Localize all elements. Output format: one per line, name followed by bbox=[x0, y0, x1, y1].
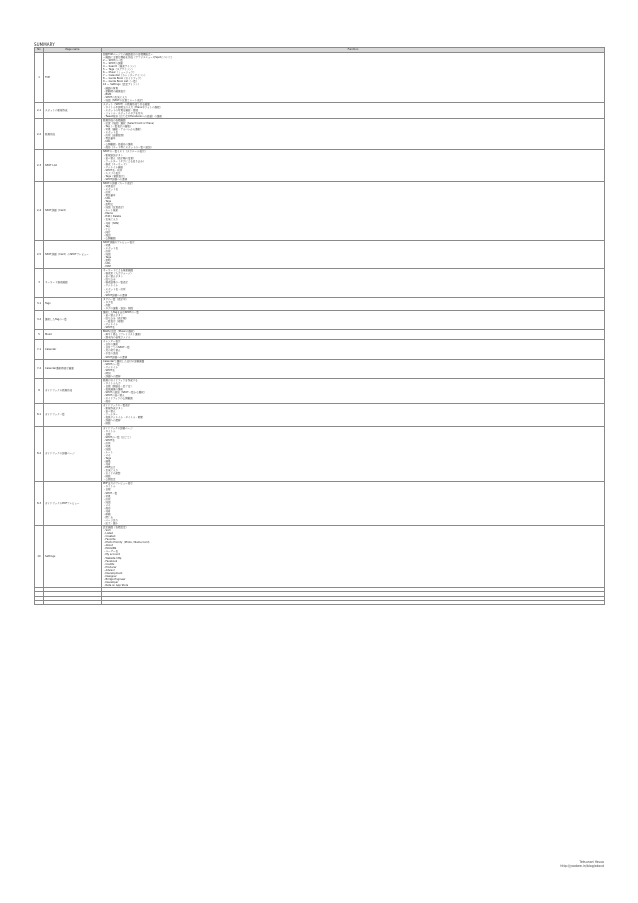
function-line: ・写真（撮影・アルバムから選択） bbox=[103, 128, 143, 132]
table-body bbox=[35, 53, 605, 605]
row-page-name: ガイドブックのPDFプレビュー bbox=[44, 482, 102, 526]
row-page-name: Calendar選択時表示画面 bbox=[44, 359, 102, 378]
function-line: ・削除 bbox=[103, 422, 111, 426]
function-line: ・日程（開始日〜終了日） bbox=[103, 384, 134, 388]
function-line: ・フィルター（タグによる絞り込み） bbox=[103, 159, 146, 163]
summary-table bbox=[34, 47, 605, 605]
function-line: ・Memo bbox=[103, 212, 114, 216]
function-line: ・住所 bbox=[103, 441, 111, 445]
function-line: ・BGM bbox=[103, 92, 112, 96]
function-line: ・カテゴリ表示 bbox=[103, 171, 121, 175]
function-line: ・再生 / 停止（プレイリスト選択） bbox=[103, 333, 143, 337]
function-line: ・日付ごとのSPOT一覧 bbox=[103, 346, 130, 350]
function-line: キーワードによる検索画面 bbox=[103, 269, 134, 273]
empty-row bbox=[35, 600, 605, 604]
row-no: 8 bbox=[35, 378, 44, 403]
function-line: ・タグ bbox=[103, 290, 111, 294]
function-line: ・電話番号 bbox=[103, 137, 116, 141]
row-page-name: 選択したTagの一覧 bbox=[44, 310, 102, 329]
row-page-name: スポットの新規作成 bbox=[44, 102, 102, 118]
function-line: ・SPOTの追加（SPOT一覧から選択） bbox=[103, 391, 147, 395]
row-page-name: Settings bbox=[44, 526, 102, 588]
function-line: ・ルート検索 bbox=[103, 209, 119, 213]
row-page-name: Tags bbox=[44, 297, 102, 310]
table-row bbox=[35, 482, 605, 526]
table-row bbox=[35, 426, 605, 482]
row-function bbox=[102, 359, 605, 378]
row-no: 3 bbox=[35, 269, 44, 297]
table-row bbox=[35, 53, 605, 103]
function-line: ・メモ bbox=[103, 503, 111, 507]
function-line: ・SPOTの一覧 bbox=[103, 362, 120, 366]
table-row bbox=[35, 240, 605, 268]
function-line: ー画面に主要な機能を作成（アプリメニューやSpotについて） bbox=[103, 56, 174, 60]
function-line: ・Advisor bbox=[103, 568, 115, 572]
function-line: ・スポットの写真を撮影・登録 bbox=[103, 108, 139, 112]
row-page-name: SPOT詳細（Card） bbox=[44, 181, 102, 240]
function-line: ・SPOT名 bbox=[103, 326, 115, 330]
function-line: ・SPOTの一覧（日ごと） bbox=[103, 435, 133, 439]
row-page-name: ガイドブックの詳細ページ bbox=[44, 426, 102, 482]
function-line: ・サムネイル bbox=[103, 284, 118, 288]
function-line: ・Tags bbox=[103, 200, 112, 204]
table-row bbox=[35, 330, 605, 340]
row-no: 8-3 bbox=[35, 482, 44, 526]
row-page-name: Calendar bbox=[44, 340, 102, 359]
function-line: 9 ー Guide Book List（一覧） bbox=[103, 80, 139, 84]
row-function bbox=[102, 482, 605, 526]
empty-cell bbox=[44, 600, 102, 604]
function-line: ・検索結果の一覧表示 bbox=[103, 281, 129, 285]
function-line: ・拡大・縮小 bbox=[103, 521, 119, 525]
table-row bbox=[35, 359, 605, 378]
function-line: SPOTの一覧リスト（スクロール表示） bbox=[103, 150, 147, 154]
function-line: ・起動時の画像表示 bbox=[103, 89, 126, 93]
function-line: ・URL bbox=[103, 197, 111, 201]
function-line: ・詳細への遷移 bbox=[103, 374, 121, 378]
function-line: 6 ー Music（ミュージック） bbox=[103, 71, 136, 75]
footer bbox=[470, 860, 604, 869]
sheet-title: SUMMARY bbox=[34, 42, 55, 47]
row-function bbox=[102, 330, 605, 340]
function-line: ・検索（キーワード） bbox=[103, 162, 129, 166]
function-line: ・Producer bbox=[103, 565, 117, 569]
function-line: BGMの設定（Musicの選択） bbox=[103, 330, 136, 334]
function-line: ・SPOT名・住所 bbox=[103, 168, 123, 172]
function-line: ・About bbox=[103, 544, 113, 548]
function-line: ・Sort bbox=[103, 529, 111, 533]
function-line: ・検索窓（入力フォーム） bbox=[103, 272, 133, 276]
row-page-name: 新規作成 bbox=[44, 118, 102, 149]
row-page-name: TOP bbox=[44, 53, 102, 103]
function-line: ・予定の追加 bbox=[103, 352, 119, 356]
function-line: ・住所 bbox=[103, 191, 111, 195]
row-function bbox=[102, 340, 605, 359]
function-line: 設定画面（各種設定） bbox=[103, 526, 129, 530]
function-line: ・閉じる bbox=[103, 515, 114, 519]
function-line: ・印刷 bbox=[103, 512, 111, 516]
function-line: ガイドブックの一覧表示 bbox=[103, 404, 131, 408]
function-line: ・月の切り替え bbox=[103, 349, 121, 353]
function-line: ・Designer bbox=[103, 574, 117, 578]
row-no: 2-3 bbox=[35, 150, 44, 181]
row-function bbox=[102, 118, 605, 149]
table-row bbox=[35, 378, 605, 403]
function-line: ・フィルター bbox=[103, 413, 118, 417]
function-line: ・Website http bbox=[103, 556, 122, 560]
function-line: ・SPOT詳細への遷移 bbox=[103, 355, 128, 359]
function-line: ・同行 bbox=[103, 230, 111, 234]
function-line: ・公開設定 bbox=[103, 478, 116, 482]
empty-cell bbox=[102, 600, 605, 604]
function-line: SPOTの詳細（カード表示） bbox=[103, 181, 135, 185]
function-line: ・Facebook bbox=[103, 559, 118, 563]
row-no: 2-1 bbox=[35, 102, 44, 118]
function-line: 8 ー Guide Book（ガイドブック） bbox=[103, 77, 143, 81]
function-line: ・位置（地図）選択（Select Card or Place） bbox=[103, 122, 156, 126]
function-line: ・Credits bbox=[103, 562, 115, 566]
function-line: ・タグの編集・追加・削除 bbox=[103, 306, 134, 310]
table-row bbox=[35, 297, 605, 310]
function-line: ・詳細への遷移 bbox=[103, 419, 121, 423]
function-line: ・ナビ bbox=[103, 227, 111, 231]
function-line: PDF出力のプレビュー表示 bbox=[103, 482, 133, 486]
function-line: ・並べ替え（表示順の変更） bbox=[103, 156, 136, 160]
function-line: ・Bridge Engineer bbox=[103, 577, 126, 581]
function-line: ・住所 bbox=[103, 249, 111, 253]
row-function bbox=[102, 181, 605, 240]
function-line: ・共有（SNS） bbox=[103, 221, 121, 225]
function-line: 7 ー Calendar（カレンダーアイコン） bbox=[103, 74, 147, 78]
function-line: ・共有 bbox=[103, 509, 111, 513]
function-line: ・Developer bbox=[103, 580, 119, 584]
row-function bbox=[102, 404, 605, 426]
function-line: ・お気に入り bbox=[103, 469, 119, 473]
function-line: ・一覧表示（複数） bbox=[103, 319, 126, 323]
function-line: ・スポット名 bbox=[103, 131, 119, 135]
row-no: 3-2 bbox=[35, 310, 44, 329]
function-line: ・表紙サムネイル・タイトル・期間 bbox=[103, 416, 143, 420]
function-line: ・写真 bbox=[103, 444, 111, 448]
function-line: ・写真 bbox=[103, 243, 111, 247]
function-line: ・公開範囲・投稿先の選択 bbox=[103, 143, 134, 147]
function-line: ・周辺 bbox=[103, 233, 111, 237]
function-line: ・保存 bbox=[103, 506, 111, 510]
empty-cell bbox=[35, 600, 44, 604]
function-line: ・My account bbox=[103, 553, 120, 557]
function-line: ・SPOT名 bbox=[103, 368, 115, 372]
function-line: ・Photo Priority（Photo / Name Card） bbox=[103, 541, 151, 545]
function-line: ・表紙画像の選択 bbox=[103, 387, 124, 391]
function-line: ・SPOT一覧 bbox=[103, 491, 118, 495]
function-line: ・日程 bbox=[103, 432, 111, 436]
function-line: ・SPOT名 bbox=[103, 438, 115, 442]
row-function bbox=[102, 269, 605, 297]
function-line: ・メモ bbox=[103, 453, 111, 457]
function-line: ・Tag（一覧表示の編集） bbox=[103, 125, 133, 129]
function-line: ・並べ替えボタン bbox=[103, 313, 124, 317]
row-no: 7-2 bbox=[35, 359, 44, 378]
function-line: ・Rate on App Store bbox=[103, 583, 129, 587]
function-line: ・SPOTのお気に入り bbox=[103, 95, 128, 99]
function-line: ・Tags bbox=[103, 457, 112, 460]
function-line: ・編集 bbox=[103, 460, 111, 464]
function-line: ・URL bbox=[103, 262, 111, 266]
function-line: ・地図 bbox=[103, 500, 111, 504]
function-line: 10 ー Settings（設定アイコン） bbox=[103, 83, 141, 87]
row-page-name: SPOT詳細（Card）のSPOTプレビュー bbox=[44, 240, 102, 268]
function-line: ・保存 bbox=[103, 400, 111, 404]
function-line: ・タグ名 bbox=[103, 300, 114, 304]
function-line: ・画面の背景 bbox=[103, 86, 119, 90]
row-function bbox=[102, 526, 605, 588]
row-function bbox=[102, 297, 605, 310]
function-line: スポット（SPOT）の新規作成できる画面 bbox=[103, 102, 150, 106]
function-line: ・保存（カード型にスポットの一覧へ追加） bbox=[103, 146, 154, 150]
function-line: ・タイトル bbox=[103, 485, 116, 489]
function-line: ・Edit / Delete bbox=[103, 215, 121, 219]
row-no: 10 bbox=[35, 526, 44, 588]
function-line: ・説明文 bbox=[103, 203, 114, 207]
function-line: ・タイトル入力 bbox=[103, 381, 121, 385]
function-line: ・共有 bbox=[103, 463, 111, 467]
row-page-name: ガイドブック一覧 bbox=[44, 404, 102, 426]
function-line: ・Favorite bbox=[103, 538, 116, 542]
function-line: ・説明 bbox=[103, 259, 111, 263]
function-line: 4 ー Search（検索アイコン） bbox=[103, 65, 137, 69]
table-row bbox=[35, 118, 605, 149]
function-line: ・地図 bbox=[103, 447, 111, 451]
table-row bbox=[35, 526, 605, 588]
function-line: 5 ー Tags（タグアイコン） bbox=[103, 68, 134, 72]
function-line: ・サムネイル bbox=[103, 365, 118, 369]
row-function bbox=[102, 53, 605, 103]
row-no: 3-1 bbox=[35, 297, 44, 310]
function-line: ・地図（位置表示） bbox=[103, 206, 126, 210]
function-line: ・スポット名 bbox=[103, 246, 119, 250]
function-line: ・ガイドブックの公開範囲 bbox=[103, 397, 133, 401]
function-line: ・件数 bbox=[103, 303, 111, 307]
function-line: ・時刻 bbox=[103, 371, 111, 375]
row-no: 2-2 bbox=[35, 118, 44, 149]
function-line: ガイドブックの詳細ページ bbox=[103, 426, 133, 430]
table-row bbox=[35, 340, 605, 359]
function-line: ・SPOTの並べ替え bbox=[103, 394, 125, 398]
function-line: ・Created bbox=[103, 535, 116, 539]
function-line: ・写真表示 bbox=[103, 184, 116, 188]
function-line: ・ユーザー名 bbox=[103, 550, 119, 554]
function-line: ・並べ替え bbox=[103, 410, 116, 414]
row-no: 7-1 bbox=[35, 340, 44, 359]
table-row bbox=[35, 310, 605, 329]
function-line: 選択したTagを含むSPOTの一覧 bbox=[103, 310, 139, 314]
table-row bbox=[35, 181, 605, 240]
function-line: ・タイトル bbox=[103, 429, 116, 433]
function-line: ・URL bbox=[103, 140, 111, 144]
row-function bbox=[102, 426, 605, 482]
function-line: ・削除 bbox=[103, 475, 111, 479]
function-line: ・日付の選択 bbox=[103, 343, 119, 347]
row-no: 1 bbox=[35, 53, 44, 103]
function-line: 2 ー SPOTの一覧 bbox=[103, 59, 123, 63]
function-line: ・Development bbox=[103, 571, 123, 575]
function-line: カレンダー表示 bbox=[103, 340, 121, 344]
row-no: 8-2 bbox=[35, 426, 44, 482]
table-row bbox=[35, 102, 605, 118]
function-line: ・PLUGINS bbox=[103, 547, 117, 551]
row-no: 8-1 bbox=[35, 404, 44, 426]
row-page-name: SPOT List bbox=[44, 150, 102, 181]
function-line: ・タイトルや説明文の入力（Placeやフォトの登録） bbox=[103, 105, 162, 109]
header-function: Function bbox=[102, 48, 605, 53]
function-line: ・スポット名 bbox=[103, 188, 119, 192]
function-line: ・サムネイル bbox=[103, 323, 118, 327]
function-line: ・ルート bbox=[103, 450, 114, 454]
function-line: 新規作成の各種画面 bbox=[103, 118, 126, 122]
row-function bbox=[102, 378, 605, 403]
function-line: ・SPOT詳細への遷移 bbox=[103, 177, 128, 181]
row-function bbox=[102, 102, 605, 118]
author-url: http://yaobee.in/blog/about bbox=[560, 864, 604, 869]
function-line: ・スポット名・住所 bbox=[103, 287, 126, 291]
function-line: ・Listed bbox=[103, 532, 113, 536]
function-line: ・並べ替えボタン bbox=[103, 275, 124, 279]
function-line: 起動TOPページでの画面表示の各種機能はー bbox=[103, 53, 153, 56]
function-line: ・新規追加ボタン bbox=[103, 153, 124, 157]
table-row bbox=[35, 404, 605, 426]
row-no: 2-4 bbox=[35, 181, 44, 240]
function-line: Calendarで選択した日付の詳細画面 bbox=[103, 359, 145, 363]
function-line: ・新規作成ボタン bbox=[103, 407, 124, 411]
function-line: ・公開範囲 bbox=[103, 236, 116, 240]
function-line: ・Tags bbox=[103, 256, 112, 260]
function-line: ・住所 bbox=[103, 497, 111, 501]
function-line: ・MAP bbox=[103, 265, 111, 269]
function-line: ・PDF出力 bbox=[103, 466, 116, 470]
function-line: ・住所（自動取得） bbox=[103, 134, 126, 138]
row-page-name: ガイドブックの新規作成 bbox=[44, 378, 102, 403]
function-line: 3 ー SPOTの詳細 bbox=[103, 62, 123, 66]
function-line: ・絞り込み bbox=[103, 278, 116, 282]
table-row bbox=[35, 269, 605, 297]
function-line: ・地図（SPOTの位置とルート表示） bbox=[103, 98, 145, 102]
function-line: ・ジャンル・スポットのタグを付与 bbox=[103, 111, 143, 115]
function-line: ・ページ送り bbox=[103, 518, 118, 522]
function-line: ・ガイドの複製 bbox=[103, 472, 121, 476]
function-line: ・Tag bbox=[103, 224, 110, 228]
function-line: ・お気に入り bbox=[103, 218, 119, 222]
function-line: ・SPOT詳細への遷移 bbox=[103, 293, 128, 297]
function-line: ・電話番号 bbox=[103, 194, 116, 198]
function-line: ・Tags（複数表示） bbox=[103, 174, 127, 178]
function-line: ・写真 bbox=[103, 494, 111, 498]
function-line: SPOT詳細のプレビュー表示 bbox=[103, 240, 135, 244]
row-no: 5 bbox=[35, 330, 44, 340]
function-line: ・サムネイル画像 bbox=[103, 165, 123, 169]
row-function bbox=[102, 310, 605, 329]
function-line: ・日程 bbox=[103, 488, 111, 492]
function-line: ・端末内の音楽ファイル bbox=[103, 336, 131, 340]
function-line: ・地図 bbox=[103, 253, 111, 256]
header-page-name: Page name bbox=[44, 48, 102, 53]
row-function bbox=[102, 150, 605, 181]
row-page-name: Music bbox=[44, 330, 102, 340]
function-line: ・絞り込み（表示順） bbox=[103, 316, 129, 320]
row-no: 2-5 bbox=[35, 240, 44, 268]
row-page-name: キーワード検索画面 bbox=[44, 269, 102, 297]
function-line: タグの一覧（表示中） bbox=[103, 297, 129, 301]
function-line: ・Tweet内容（はてなやFacebookへの投稿）の選択 bbox=[103, 114, 162, 118]
header-no: No bbox=[35, 48, 44, 53]
author-name: Tetsunori Yasuo bbox=[579, 860, 604, 864]
table-row bbox=[35, 150, 605, 181]
row-function bbox=[102, 240, 605, 268]
function-line: 新規のガイドブックを作成する bbox=[103, 378, 138, 382]
